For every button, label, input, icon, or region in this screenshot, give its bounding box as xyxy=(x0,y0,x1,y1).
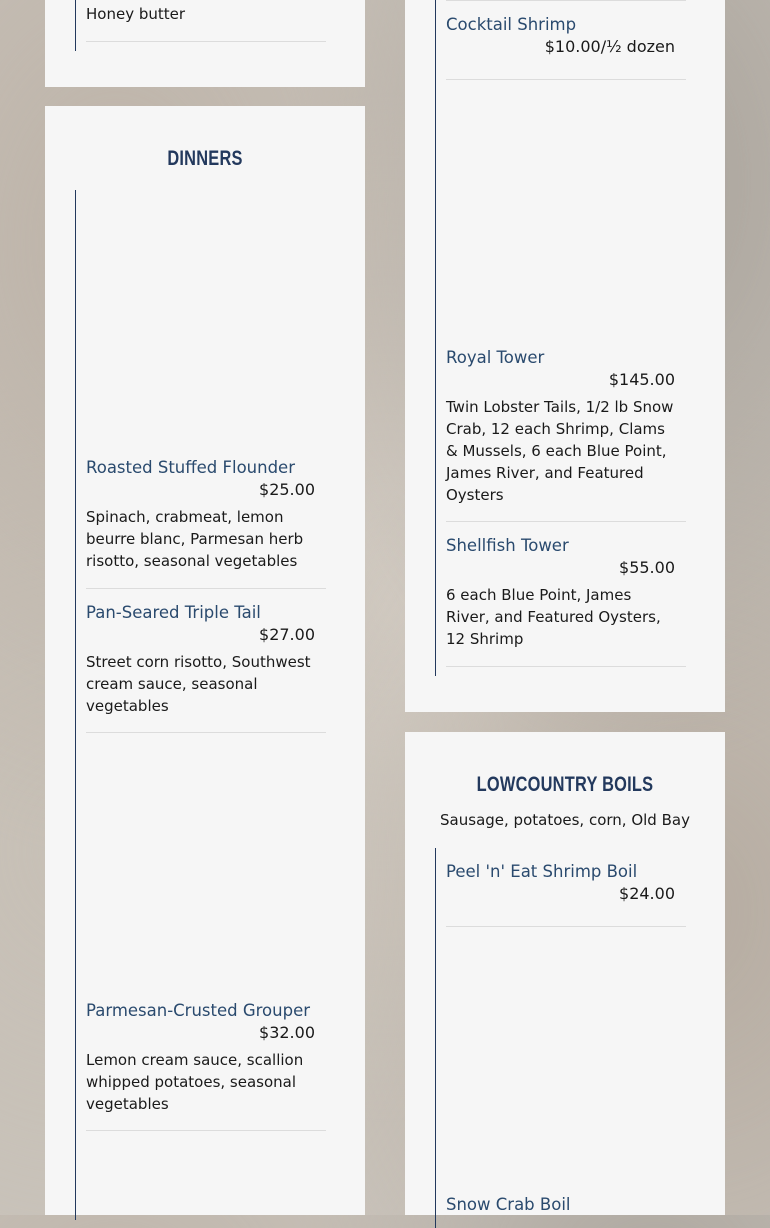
menu-item-name: Pan-Seared Triple Tail xyxy=(86,603,261,622)
menu-item xyxy=(86,3,326,25)
menu-item-description: Spinach, crabmeat, lemon beurre blanc, Parmesan herb risotto, seasonal vegetables xyxy=(86,508,304,570)
menu-item xyxy=(86,1000,326,1115)
item-divider xyxy=(86,41,326,42)
menu-item-price: $25.00 xyxy=(259,480,315,499)
item-divider xyxy=(86,1130,326,1131)
item-divider xyxy=(446,521,686,522)
item-divider xyxy=(446,666,686,667)
menu-item xyxy=(446,14,686,57)
menu-item-description: Lemon cream sauce, scallion whipped potatoes, seasonal vegetables xyxy=(86,1051,304,1113)
item-divider xyxy=(86,588,326,589)
card-accent-line xyxy=(435,848,436,1228)
menu-item-description: Street corn risotto, Southwest cream sauce, seasonal vegetables xyxy=(86,653,311,715)
section-subtitle: Sausage, potatoes, corn, Old Bay xyxy=(440,811,690,829)
menu-item-name: Cocktail Shrimp xyxy=(446,15,577,34)
menu-item-price: $10.00/½ dozen xyxy=(544,37,675,56)
menu-item-name: Parmesan-Crusted Grouper xyxy=(86,1001,311,1020)
item-divider xyxy=(446,926,686,927)
menu-item-price: $24.00 xyxy=(619,884,675,903)
raw-bar-card xyxy=(405,0,725,712)
menu-item-description: Twin Lobster Tails, 1/2 lb Snow Crab, 12 each Shrimp, Clams & Mussels, 6 each Blue Point, James River, and Featured Oysters xyxy=(446,398,674,504)
menu-item xyxy=(446,1194,686,1216)
menu-item-name: Royal Tower xyxy=(446,348,545,367)
menu-item-name: Snow Crab Boil xyxy=(446,1195,571,1214)
item-divider xyxy=(446,0,686,1)
lowcountry-boils-card xyxy=(405,732,725,1215)
card-accent-line xyxy=(75,0,76,51)
menu-item-name: Shellfish Tower xyxy=(446,536,569,555)
appetizers-card xyxy=(45,0,365,87)
card-accent-line xyxy=(435,0,436,676)
menu-item xyxy=(446,535,686,650)
item-divider xyxy=(446,79,686,80)
section-title: LOWCOUNTRY BOILS xyxy=(476,773,654,796)
section-title: DINNERS xyxy=(167,147,243,170)
menu-item-price: $145.00 xyxy=(608,370,675,389)
menu-item-price: $27.00 xyxy=(259,625,315,644)
menu-item-description: Honey butter xyxy=(86,5,186,23)
dinners-card xyxy=(45,106,365,1215)
menu-item-price: $55.00 xyxy=(619,558,675,577)
card-accent-line xyxy=(75,190,76,1220)
menu-item xyxy=(86,457,326,572)
menu-item-price: $32.00 xyxy=(259,1023,315,1042)
menu-item-name: Peel 'n' Eat Shrimp Boil xyxy=(446,862,638,881)
menu-item-description: 6 each Blue Point, James River, and Featured Oysters, 12 Shrimp xyxy=(446,586,661,648)
menu-item-name: Roasted Stuffed Flounder xyxy=(86,458,295,477)
menu-item xyxy=(86,602,326,717)
menu-item xyxy=(446,347,686,506)
menu-item xyxy=(446,861,686,904)
item-divider xyxy=(86,732,326,733)
